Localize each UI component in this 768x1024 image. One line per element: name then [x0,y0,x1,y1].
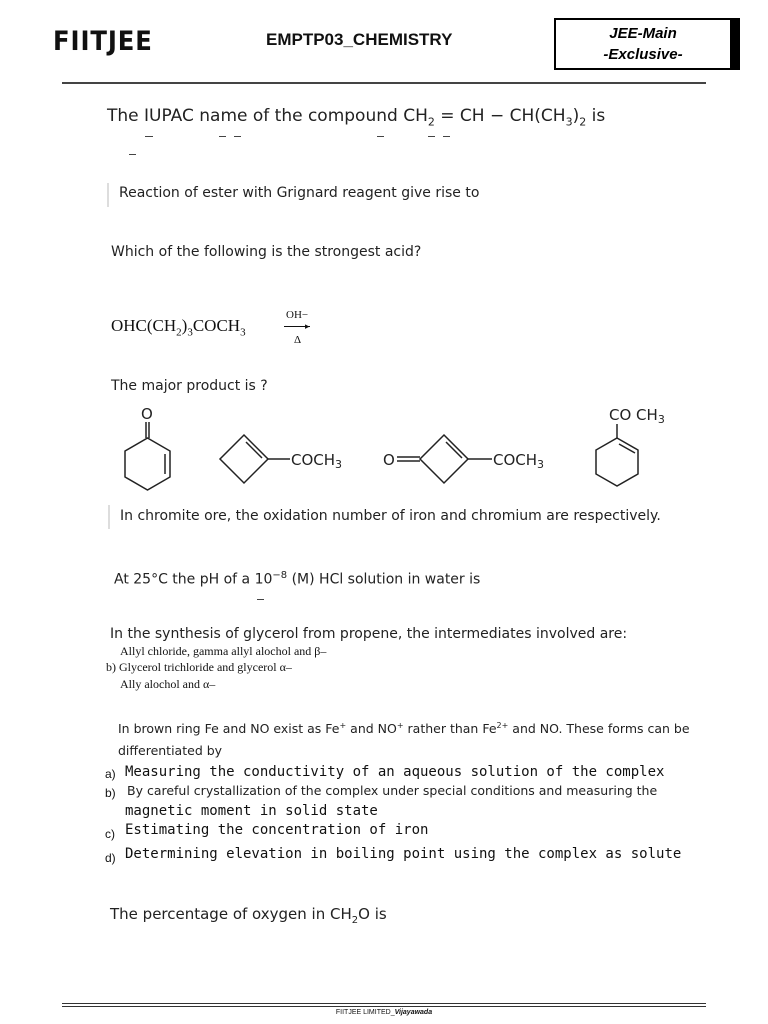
reaction-reactant: $OHC(CH_2)_3COCH_3$ [111,316,246,339]
svg-text:COCH3: $COCH_3$ [493,451,545,471]
question-brown-ring-line2: differentiated by [118,743,223,758]
footer-text: FIITJEE LIMITED_Vijayawada [335,1009,433,1016]
structure-acetylcyclohexene [596,406,665,486]
brown-ring-option-b-cont: magnetic moment in solid state [125,803,378,819]
exam-badge [554,18,740,70]
blank-dash [145,136,153,137]
question-brown-ring: In brown ring Fe and NO exist as Fe+ and NO+ rather than $Fe^{2+}$ and NO. These forms can be [118,721,690,737]
brown-ring-option-a-label: a) [105,767,116,781]
header-divider [62,82,706,84]
structure-cyclobutene-acetyl [220,435,342,483]
blank-dash [257,599,264,600]
badge-line-1: JEE-Main [609,25,677,42]
svg-text:O: O [383,451,395,469]
brown-ring-option-c: Estimating the concentration of iron [125,822,429,838]
blank-dash [443,136,450,137]
brown-ring-option-d-label: d) [105,851,116,865]
glycerol-option-a: Allyl chloride, gamma allyl alochol and β– [120,644,327,658]
structure-cyclohexenone [125,405,170,490]
question-glycerol-synthesis: In the synthesis of glycerol from propene, the intermediates involved are: [110,626,628,642]
blank-dash [428,136,435,137]
svg-text:O: O [141,405,153,423]
blank-dash [234,136,241,137]
question-ph-hcl: At 25°C the pH of a $10^{-8}$ (M) HCl solution in water is [114,570,481,588]
reaction-arrow-head: ▸ [305,322,310,332]
structure-oxocyclobutene-acetyl [383,435,544,483]
product-options-structures [100,400,720,495]
reaction-condition-heat: Δ [294,334,302,346]
brown-ring-option-c-label: c) [105,827,115,841]
blank-dash [129,154,136,155]
badge-line-2: -Exclusive- [603,46,683,63]
svg-text:COCH3: $COCH_3$ [291,451,343,471]
brown-ring-option-a: Measuring the conductivity of an aqueous solution of the complex [125,764,665,780]
footer-divider [62,1003,706,1004]
brown-ring-option-d: Determining elevation in boiling point using the complex as solute [125,846,682,862]
brown-ring-option-b: By careful crystallization of the complex under special conditions and measuring the [127,783,658,798]
question-ester-grignard: Reaction of ester with Grignard reagent give rise to [107,183,479,207]
glycerol-option-c: Ally alochol and α– [120,677,216,691]
question-strongest-acid: Which of the following is the strongest acid? [111,244,422,260]
question-major-product: The major product is ? [111,378,268,394]
svg-text:CO CH3: CO $CH_3$ [609,406,665,426]
glycerol-option-b: b) Glycerol trichloride and glycerol α– [106,660,292,674]
question-chromite-ore: In chromite ore, the oxidation number of iron and chromium are respectively. [108,505,661,529]
fiitjee-logo: FIITJEE [53,26,153,57]
reaction-condition-base: OH− [286,309,309,321]
question-oxygen-percentage: The percentage of oxygen in $CH_2O$ is [110,905,387,926]
blank-dash [219,136,226,137]
footer-divider-2 [62,1006,706,1007]
subject-title: EMPTP03_CHEMISTRY [266,30,453,49]
blank-dash [377,136,384,137]
brown-ring-option-b-label: b) [105,786,116,800]
question-iupac-name: The IUPAC name of the compound $CH_2$ = CH − $CH(CH_3)_2$ is [107,106,606,129]
